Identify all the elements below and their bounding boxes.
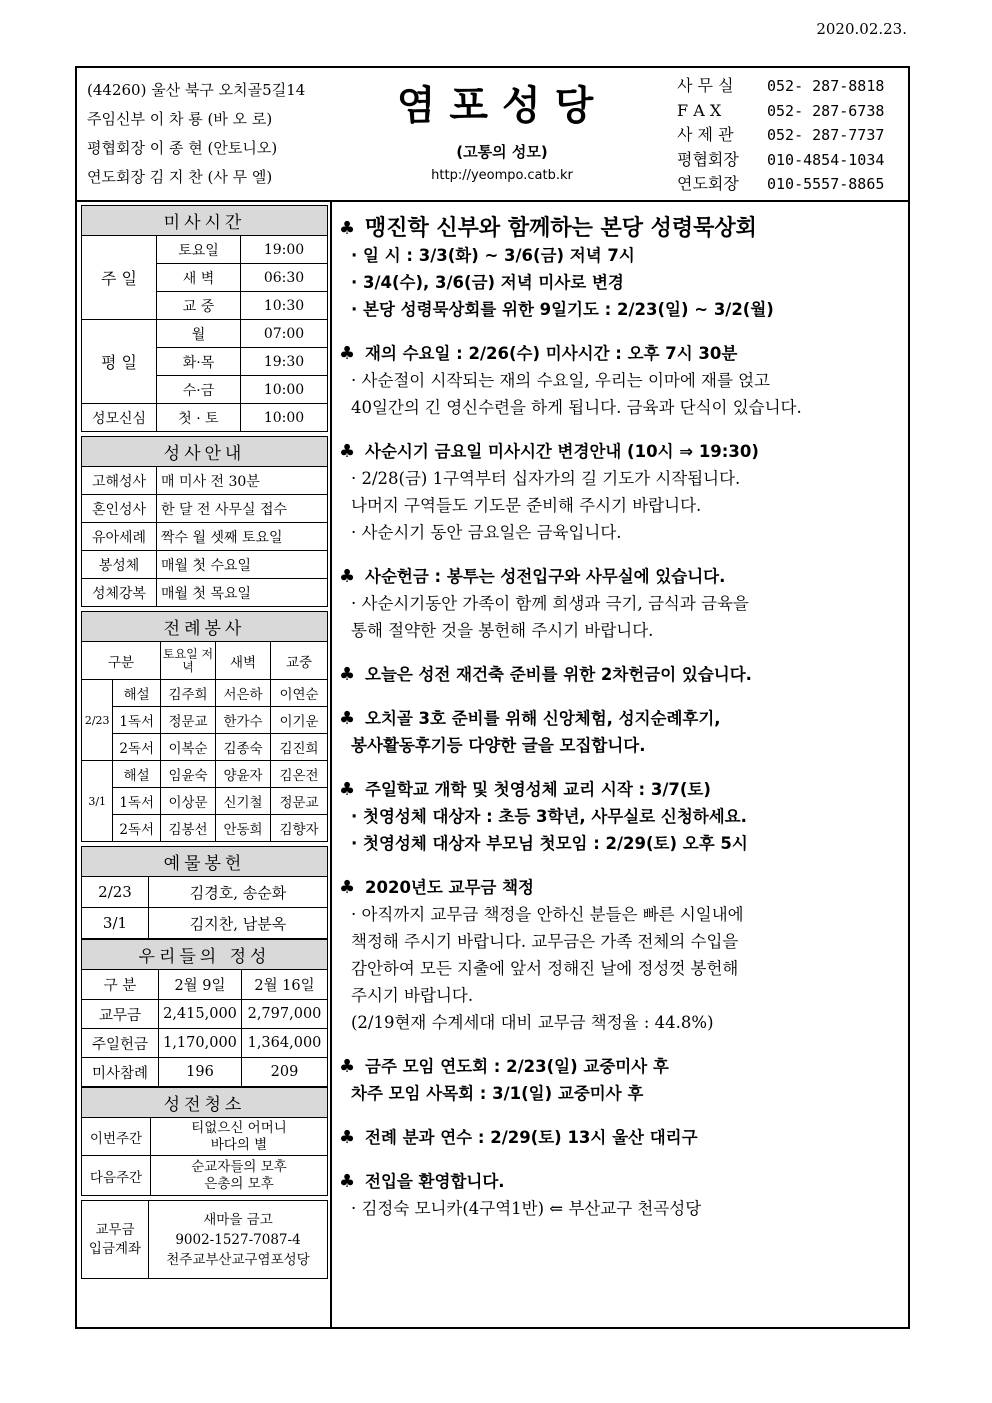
devotion-day: 첫 · 토	[157, 404, 241, 432]
devotion-time: 10:00	[241, 404, 328, 432]
website-link[interactable]: http://yeompo.catb.kr	[431, 168, 573, 183]
contribution-table	[81, 939, 328, 1087]
notice-title-row	[339, 1125, 911, 1151]
liturgy-name: 이상문	[161, 788, 216, 815]
contact-number: 010-4854-1034	[767, 150, 885, 169]
header	[77, 68, 908, 202]
liturgy-name: 정문교	[161, 707, 216, 734]
liturgy-header: 새벽	[216, 642, 271, 680]
offering-title: 예물봉헌	[82, 847, 328, 877]
notice-title-row	[339, 662, 911, 688]
contribution-value: 2,415,000	[159, 1000, 242, 1029]
liturgy-name: 김향자	[271, 815, 328, 842]
mass-day: 월	[157, 320, 241, 348]
contact-label: 사 무 실	[677, 76, 734, 95]
contribution-label: 미사참례	[82, 1058, 159, 1087]
sacraments-table	[81, 436, 328, 607]
account-number: 9002-1527-7087-4	[175, 1231, 301, 1248]
club-bullet-icon: ♣	[339, 218, 356, 239]
club-bullet-icon: ♣	[339, 566, 356, 587]
notice-line: · 본당 성령묵상회를 위한 9일기도 : 2/23(일) ~ 3/2(월)	[351, 300, 774, 319]
cleaning-group: 티없으신 어머니	[191, 1119, 287, 1136]
notice-line: · 첫영성체 대상자 : 초등 3학년, 사무실로 신청하세요.	[351, 807, 747, 826]
contact-label: F A X	[677, 100, 722, 120]
notice-line: · 일 시 : 3/3(화) ~ 3/6(금) 저녁 7시	[351, 246, 635, 265]
notice-title-row	[339, 777, 911, 803]
notice-line: · 사순절이 시작되는 재의 수요일, 우리는 이마에 재를 얹고	[351, 371, 771, 390]
sacrament-name: 봉성체	[82, 551, 157, 579]
notice-item	[339, 1054, 911, 1107]
club-bullet-icon: ♣	[339, 441, 356, 462]
notice-item	[339, 439, 911, 546]
mass-day: 수·금	[157, 376, 241, 404]
liturgy-name: 김종숙	[216, 734, 271, 761]
council-head: 평협회장 이 종 현 (안토니오)	[87, 139, 278, 157]
liturgy-role: 2독서	[113, 815, 161, 842]
notice-title: 사순시기 금요일 미사시간 변경안내 (10시 ⇒ 19:30)	[365, 442, 759, 461]
contact-label: 평협회장	[677, 149, 739, 169]
offering-date: 3/1	[82, 908, 149, 939]
offering-date: 2/23	[82, 877, 149, 908]
mass-time: 10:00	[241, 376, 328, 404]
notice-line: · 사순시기동안 가족이 함께 희생과 극기, 금식과 금육을	[351, 594, 749, 613]
notice-title: 금주 모임 연도회 : 2/23(일) 교중미사 후	[365, 1057, 669, 1076]
notice-line: · 첫영성체 대상자 부모님 첫모임 : 2/29(토) 오후 5시	[351, 834, 748, 853]
cleaning-table	[81, 1087, 328, 1196]
notice-title-row	[339, 341, 911, 367]
liturgy-role: 해설	[113, 761, 161, 788]
liturgy-name: 김봉선	[161, 815, 216, 842]
cleaning-week: 이번주간	[82, 1118, 151, 1156]
notice-item	[339, 777, 911, 857]
liturgy-role: 해설	[113, 680, 161, 707]
header-center	[387, 68, 617, 183]
account-table	[81, 1200, 328, 1279]
notice-item	[339, 662, 911, 688]
mass-time: 07:00	[241, 320, 328, 348]
contact-row	[677, 123, 884, 148]
club-bullet-icon: ♣	[339, 877, 356, 898]
contact-number: 052- 287-7737	[767, 126, 885, 144]
notice-title-row	[339, 875, 911, 901]
liturgy-name: 김진희	[271, 734, 328, 761]
address: (44260) 울산 북구 오치골5길14	[87, 81, 306, 99]
notice-title-row	[339, 216, 911, 242]
bank-name: 새마을 금고	[203, 1211, 273, 1228]
notice-title-row	[339, 1054, 911, 1080]
account-label: 입금계좌	[88, 1240, 142, 1257]
issue-date: 2020.02.23.	[816, 20, 907, 38]
contribution-value: 2,797,000	[242, 1000, 328, 1029]
contribution-value: 1,170,000	[159, 1029, 242, 1058]
mass-day: 토요일	[157, 236, 241, 264]
contact-list	[677, 74, 884, 197]
sacrament-info: 매 미사 전 30분	[157, 467, 328, 495]
notice-title-row	[339, 439, 911, 465]
contribution-value: 209	[242, 1058, 328, 1087]
liturgy-name: 신기철	[216, 788, 271, 815]
notice-title-row	[339, 564, 911, 590]
notices	[339, 216, 911, 1240]
notice-item	[339, 1169, 911, 1222]
cleaning-week: 다음주간	[82, 1156, 151, 1196]
sacraments-title: 성사안내	[82, 437, 328, 467]
devotion-label: 성모신심	[82, 404, 157, 432]
liturgy-name: 김주희	[161, 680, 216, 707]
notice-line: · 아직까지 교무금 책정을 안하신 분들은 빠른 시일내에	[351, 905, 744, 924]
notice-line: · 3/4(수), 3/6(금) 저녁 미사로 변경	[351, 273, 624, 292]
contact-label: 연도회장	[677, 174, 739, 193]
club-bullet-icon: ♣	[339, 708, 356, 729]
contact-number: 052- 287-8818	[767, 77, 885, 95]
notice-title: 오늘은 성전 재건축 준비를 위한 2차헌금이 있습니다.	[365, 665, 752, 684]
liturgy-name: 정문교	[271, 788, 328, 815]
notice-title: 주일학교 개학 및 첫영성체 교리 시작 : 3/7(토)	[365, 780, 711, 799]
sacrament-info: 매월 첫 수요일	[157, 551, 328, 579]
notice-item	[339, 341, 911, 421]
contribution-value: 1,364,000	[242, 1029, 328, 1058]
notice-item	[339, 706, 911, 759]
church-name: 염포성당	[396, 83, 608, 129]
notice-item	[339, 875, 911, 1036]
district-head: 연도회장 김 지 찬 (사 무 엘)	[87, 168, 273, 186]
liturgy-name: 서은하	[216, 680, 271, 707]
sacrament-name: 고해성사	[82, 467, 157, 495]
liturgy-name: 양윤자	[216, 761, 271, 788]
notice-line: · 김정숙 모니카(4구역1반) ⇐ 부산교구 천곡성당	[351, 1199, 702, 1218]
contribution-label: 교무금	[82, 1000, 159, 1029]
mass-day: 교 중	[157, 292, 241, 320]
liturgy-role: 1독서	[113, 788, 161, 815]
contact-row	[677, 172, 884, 197]
liturgy-header: 토요일 저녁	[161, 642, 216, 680]
bulletin-frame	[75, 66, 910, 1329]
liturgy-name: 이복순	[161, 734, 216, 761]
contribution-label: 주일헌금	[82, 1029, 159, 1058]
liturgy-name: 안동희	[216, 815, 271, 842]
notice-line: 나머지 구역들도 기도문 준비해 주시기 바랍니다.	[351, 496, 702, 515]
offering-table	[81, 846, 328, 939]
notice-title: 재의 수요일 : 2/26(수) 미사시간 : 오후 7시 30분	[365, 344, 738, 363]
mass-time: 10:30	[241, 292, 328, 320]
contact-label: 사 제 관	[677, 125, 734, 144]
notice-title: 오치골 3호 준비를 위해 신앙체험, 성지순례후기,	[365, 709, 721, 728]
notice-title: 전입을 환영합니다.	[365, 1172, 505, 1191]
sacrament-info: 짝수 월 셋째 토요일	[157, 523, 328, 551]
liturgy-name: 이연순	[271, 680, 328, 707]
liturgy-header: 교중	[271, 642, 328, 680]
sacrament-name: 유아세례	[82, 523, 157, 551]
contribution-value: 196	[159, 1058, 242, 1087]
sacrament-info: 매월 첫 목요일	[157, 579, 328, 607]
header-left	[87, 76, 305, 192]
club-bullet-icon: ♣	[339, 1056, 356, 1077]
contact-number: 052- 287-6738	[767, 101, 885, 120]
liturgy-date: 2/23	[82, 680, 113, 761]
notice-title: 맹진학 신부와 함께하는 본당 성령묵상회	[365, 216, 757, 241]
liturgy-service-table	[81, 611, 328, 842]
sacrament-info: 한 달 전 사무실 접수	[157, 495, 328, 523]
mass-times-table	[81, 205, 328, 432]
notice-line: 봉사활동후기등 다양한 글을 모집합니다.	[351, 736, 646, 755]
sacrament-name: 성체강복	[82, 579, 157, 607]
cleaning-group: 바다의 별	[210, 1136, 268, 1153]
club-bullet-icon: ♣	[339, 1171, 356, 1192]
notice-line: 책정해 주시기 바랍니다. 교무금은 가족 전체의 수입을	[351, 932, 739, 951]
contribution-header: 2월 9일	[159, 970, 242, 1000]
notice-title: 사순헌금 : 봉투는 성전입구와 사무실에 있습니다.	[365, 567, 726, 586]
account-holder: 천주교부산교구염포성당	[166, 1251, 310, 1268]
notice-title: 2020년도 교무금 책정	[365, 878, 534, 897]
liturgy-title: 전례봉사	[82, 612, 328, 642]
cleaning-group: 은총의 모후	[204, 1175, 274, 1192]
notice-item	[339, 216, 911, 323]
weekday-label: 평 일	[82, 320, 157, 404]
mass-times-title: 미사시간	[82, 206, 328, 236]
pastor: 주임신부 이 차 룡 (바 오 로)	[87, 110, 273, 128]
notice-line: · 사순시기 동안 금요일은 금육입니다.	[351, 523, 622, 542]
contribution-header: 구 분	[82, 970, 159, 1000]
contribution-title: 우리들의 정성	[82, 940, 328, 970]
contact-number: 010-5557-8865	[767, 175, 885, 193]
liturgy-name: 임윤숙	[161, 761, 216, 788]
notice-line: 40일간의 긴 영신수련을 하게 됩니다. 금육과 단식이 있습니다.	[351, 398, 802, 417]
liturgy-name: 한가수	[216, 707, 271, 734]
offering-names: 김지찬, 남분옥	[149, 908, 328, 939]
contact-row	[677, 99, 884, 124]
notice-line: · 2/28(금) 1구역부터 십자가의 길 기도가 시작됩니다.	[351, 469, 741, 488]
offering-names: 김경호, 송순화	[149, 877, 328, 908]
mass-day: 새 벽	[157, 264, 241, 292]
notice-line: (2/19현재 수계세대 대비 교무금 책정율 : 44.8%)	[351, 1013, 714, 1032]
liturgy-header: 구분	[82, 642, 161, 680]
mass-day: 화·목	[157, 348, 241, 376]
liturgy-role: 1독서	[113, 707, 161, 734]
mass-time: 19:00	[241, 236, 328, 264]
account-label: 교무금	[95, 1221, 135, 1238]
contact-row	[677, 74, 884, 99]
club-bullet-icon: ♣	[339, 343, 356, 364]
liturgy-date: 3/1	[82, 761, 113, 842]
patron: (고통의 성모)	[456, 143, 548, 161]
notice-title: 전례 분과 연수 : 2/29(토) 13시 울산 대리구	[365, 1128, 698, 1147]
liturgy-name: 김온전	[271, 761, 328, 788]
liturgy-name: 이기운	[271, 707, 328, 734]
notice-title-row	[339, 706, 911, 732]
contribution-header: 2월 16일	[242, 970, 328, 1000]
contact-row	[677, 148, 884, 173]
notice-item	[339, 564, 911, 644]
mass-time: 06:30	[241, 264, 328, 292]
sacrament-name: 혼인성사	[82, 495, 157, 523]
club-bullet-icon: ♣	[339, 664, 356, 685]
notice-line: 주시기 바랍니다.	[351, 986, 474, 1005]
notice-line: 통해 절약한 것을 봉헌해 주시기 바랍니다.	[351, 621, 654, 640]
liturgy-role: 2독서	[113, 734, 161, 761]
notice-title-row	[339, 1169, 911, 1195]
mass-time: 19:30	[241, 348, 328, 376]
sidebar	[81, 205, 328, 1279]
cleaning-title: 성전청소	[82, 1088, 328, 1118]
club-bullet-icon: ♣	[339, 1127, 356, 1148]
notice-line: 감안하여 모든 지출에 앞서 정해진 날에 정성껏 봉헌해	[351, 959, 739, 978]
club-bullet-icon: ♣	[339, 779, 356, 800]
column-divider	[330, 200, 332, 1329]
sunday-label: 주 일	[82, 236, 157, 320]
notice-line: 차주 모임 사목회 : 3/1(일) 교중미사 후	[351, 1084, 644, 1103]
notice-item	[339, 1125, 911, 1151]
cleaning-group: 순교자들의 모후	[191, 1158, 287, 1175]
